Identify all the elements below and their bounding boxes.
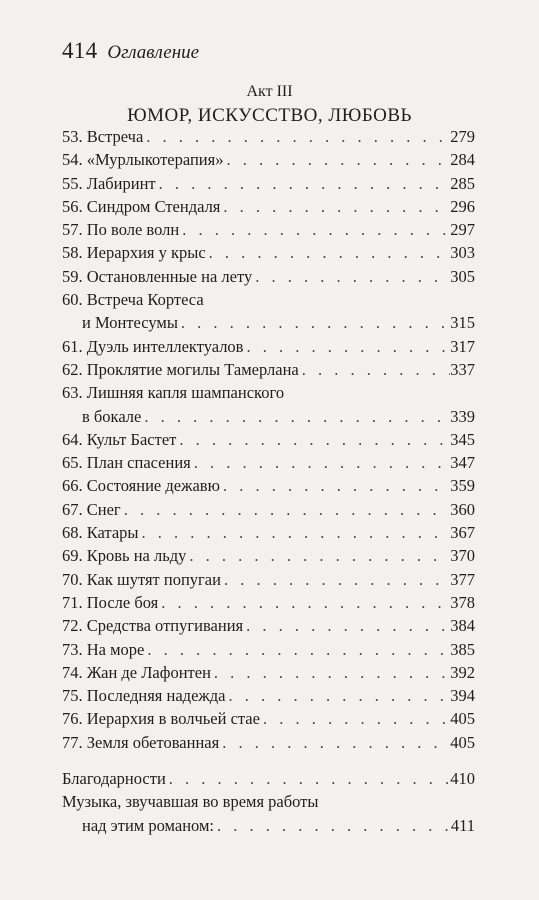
toc-entry-page: 370: [450, 546, 475, 566]
toc-entry: [62, 288, 475, 311]
dot-leader: [178, 311, 450, 334]
toc-entry: [62, 148, 475, 171]
dot-leader: [252, 265, 450, 288]
toc-entry-page: 405: [450, 732, 475, 752]
toc-entry: [62, 614, 475, 637]
toc-entry: [62, 218, 475, 241]
toc-entry-page: 305: [450, 266, 475, 286]
toc-entry-title: 60. Встреча Кортеса: [62, 290, 204, 310]
toc-entry-title: 77. Земля обетованная: [62, 732, 220, 752]
toc-entry-page: 410: [450, 769, 475, 789]
toc-entry: [62, 498, 475, 521]
toc-entry-title: 67. Снег: [62, 499, 121, 519]
dot-leader: [179, 218, 450, 241]
running-header: [62, 38, 199, 64]
toc-entry-page: 317: [450, 336, 475, 356]
dot-leader: [243, 614, 450, 637]
dot-leader: [143, 125, 450, 148]
toc-entry-page: 377: [450, 569, 475, 589]
toc-entry: [62, 405, 475, 428]
dot-leader: [139, 521, 451, 544]
dot-leader: [176, 428, 450, 451]
toc-entry-page: 359: [450, 476, 475, 496]
toc-entry-title: 53. Встреча: [62, 127, 144, 146]
toc-entry-page: 337: [450, 359, 475, 379]
toc-entry-page: 367: [450, 523, 475, 543]
toc-entry: [62, 358, 475, 381]
toc-entry-page: 339: [450, 406, 475, 426]
toc-entry-page: 279: [450, 127, 475, 146]
toc-entry: [62, 172, 475, 195]
toc-entry: [62, 311, 475, 334]
toc-entry-title: 64. Культ Бастет: [62, 429, 177, 449]
toc-entry-title: 54. «Мурлыкотерапия»: [62, 150, 224, 170]
toc-entry-title: 66. Состояние дежавю: [62, 476, 220, 496]
toc-entry-page: 411: [450, 815, 475, 835]
toc-entry: [62, 544, 475, 567]
toc-entry: [62, 707, 475, 730]
toc-entry-title: в бокале: [82, 406, 142, 426]
section-gap: [62, 754, 475, 767]
toc-entry-title: над этим романом:: [82, 815, 214, 835]
toc-entry: [62, 381, 475, 404]
toc-entry: [62, 125, 475, 148]
toc-entry-page: 297: [450, 220, 475, 240]
toc-entry-title: 69. Кровь на льду: [62, 546, 187, 566]
page-number: 414: [62, 38, 98, 63]
toc-entry-page: 284: [450, 150, 475, 170]
dot-leader: [166, 767, 450, 790]
act-label: Акт III: [246, 83, 293, 100]
toc-entry-page: 285: [450, 173, 475, 193]
toc-entry: [62, 195, 475, 218]
toc-entry: [62, 731, 475, 754]
toc-entry: [62, 591, 475, 614]
toc-entry-page: 405: [450, 709, 475, 729]
toc-entry-title: 74. Жан де Лафонтен: [62, 662, 211, 682]
toc-entry-page: 378: [450, 592, 475, 612]
toc-entry: [62, 814, 475, 837]
toc-entry-title: 70. Как шутят попугаи: [62, 569, 221, 589]
dot-leader: [206, 241, 451, 264]
act-title: ЮМОР, ИСКУССТВО, ЛЮБОВЬ: [127, 105, 412, 126]
toc-entry-title: Музыка, звучавшая во время работы: [62, 792, 319, 812]
toc-entry-page: 385: [450, 639, 475, 659]
toc-entry-page: 345: [450, 429, 475, 449]
toc-entry-page: 315: [450, 313, 475, 333]
dot-leader: [121, 498, 451, 521]
toc-entry-page: 384: [450, 616, 475, 636]
toc-entry-title: 57. По воле волн: [62, 220, 180, 240]
toc-entry-title: 65. План спасения: [62, 453, 191, 473]
dot-leader: [223, 148, 450, 171]
toc-entry-title: 72. Средства отпугивания: [62, 616, 244, 636]
toc-entry-title: 55. Лабиринт: [62, 173, 156, 193]
toc-entry: [62, 684, 475, 707]
toc-entry-title: 75. Последняя надежда: [62, 686, 226, 706]
toc-entry-title: 68. Катары: [62, 523, 139, 543]
toc-entry-page: 394: [450, 686, 475, 706]
dot-leader: [221, 568, 450, 591]
dot-leader: [220, 474, 450, 497]
toc-entry: [62, 661, 475, 684]
dot-leader: [243, 335, 450, 358]
toc-entry: [62, 568, 475, 591]
toc-entry: [62, 428, 475, 451]
toc-entry-title: 59. Остановленные на лету: [62, 266, 253, 286]
toc-entry-page: 303: [450, 243, 475, 263]
toc-entry-title: 63. Лишняя капля шампанского: [62, 383, 285, 403]
dot-leader: [158, 591, 450, 614]
toc-entry: [62, 241, 475, 264]
toc-entry-title: 56. Синдром Стендаля: [62, 196, 221, 216]
dot-leader: [156, 172, 451, 195]
toc-entry: [62, 790, 475, 813]
toc-entry: [62, 521, 475, 544]
toc-entry-title: Благодарности: [62, 769, 166, 789]
section-title: Оглавление: [107, 42, 200, 63]
toc-entry-title: 76. Иерархия в волчьей стае: [62, 709, 260, 729]
toc-entry-title: 73. На море: [62, 639, 145, 659]
dot-leader: [211, 661, 450, 684]
toc-entry: [62, 474, 475, 497]
table-of-contents: [62, 125, 475, 837]
toc-entry-page: 296: [450, 196, 475, 216]
toc-entry: [62, 335, 475, 358]
dot-leader: [191, 451, 450, 474]
dot-leader: [141, 405, 450, 428]
toc-entry-page: 360: [450, 499, 475, 519]
toc-entry: [62, 265, 475, 288]
toc-entry: [62, 767, 475, 790]
dot-leader: [144, 638, 450, 661]
toc-entry-title: 58. Иерархия у крыс: [62, 243, 206, 263]
dot-leader: [219, 731, 450, 754]
dot-leader: [226, 684, 451, 707]
toc-entry: [62, 638, 475, 661]
dot-leader: [299, 358, 451, 381]
toc-entry-title: 61. Дуэль интеллектуалов: [62, 336, 244, 356]
toc-entry-title: 62. Проклятие могилы Тамерлана: [62, 359, 299, 379]
toc-entry-page: 347: [450, 453, 475, 473]
toc-entry-title: 71. После боя: [62, 592, 159, 612]
toc-entry-page: 392: [450, 662, 475, 682]
dot-leader: [186, 544, 450, 567]
dot-leader: [214, 814, 451, 837]
toc-entry-title: и Монтесумы: [82, 313, 178, 333]
dot-leader: [260, 707, 450, 730]
dot-leader: [220, 195, 450, 218]
toc-entry: [62, 451, 475, 474]
